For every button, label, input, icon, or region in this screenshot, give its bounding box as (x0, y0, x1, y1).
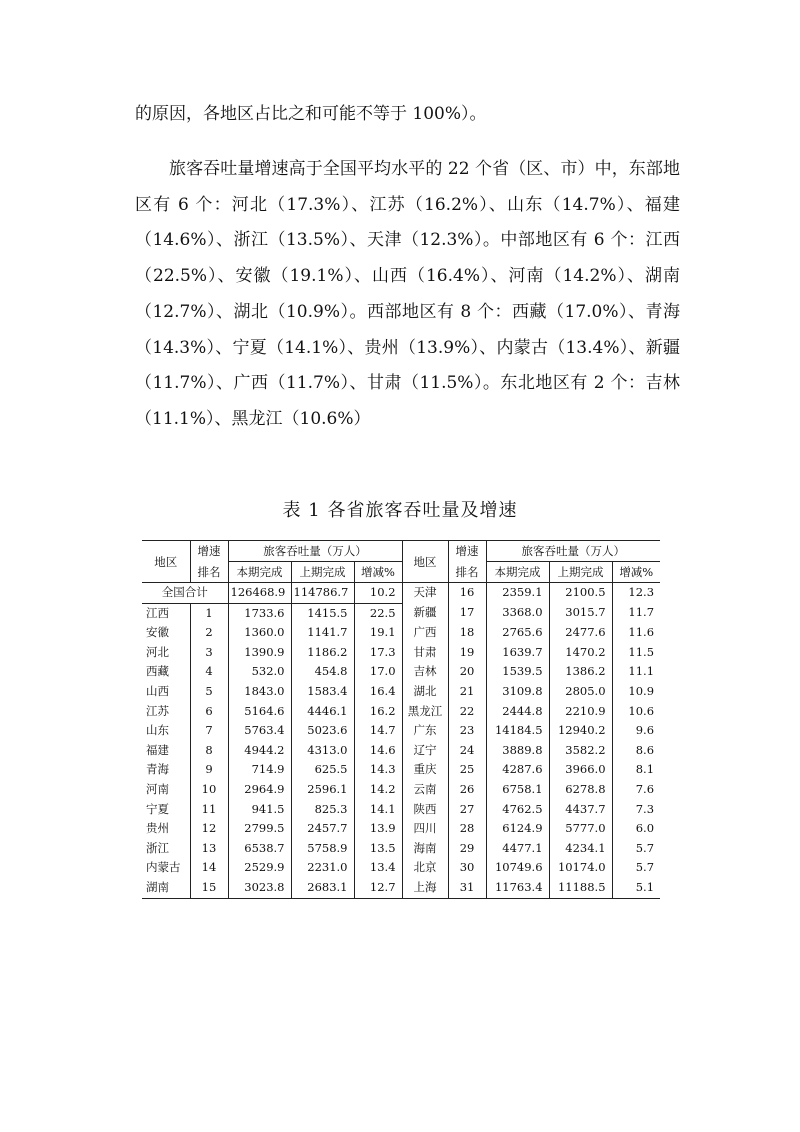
rank-cell: 16 (448, 583, 486, 604)
current-cell: 3889.8 (486, 741, 549, 761)
previous-cell: 1186.2 (291, 643, 354, 663)
growth-cell: 8.1 (612, 760, 660, 780)
table-row (142, 603, 660, 623)
current-cell: 6538.7 (228, 839, 291, 859)
rank-cell: 27 (448, 800, 486, 820)
growth-cell: 11.7 (612, 603, 660, 623)
current-cell: 10749.6 (486, 858, 549, 878)
previous-cell: 12940.2 (549, 721, 612, 741)
previous-cell: 2231.0 (291, 858, 354, 878)
growth-cell: 7.6 (612, 780, 660, 800)
table-row (142, 780, 660, 800)
rank-cell: 25 (448, 760, 486, 780)
region-cell: 黑龙江 (402, 702, 448, 722)
current-cell: 714.9 (228, 760, 291, 780)
table-row (142, 721, 660, 741)
rank-cell: 30 (448, 858, 486, 878)
current-cell: 5763.4 (228, 721, 291, 741)
growth-cell: 13.5 (354, 839, 402, 859)
region-cell: 云南 (402, 780, 448, 800)
region-cell: 陕西 (402, 800, 448, 820)
table-row (142, 662, 660, 682)
table-row (142, 583, 660, 604)
growth-cell: 11.5 (612, 643, 660, 663)
growth-cell: 7.3 (612, 800, 660, 820)
region-cell: 江苏 (146, 703, 169, 718)
growth-cell: 17.0 (354, 662, 402, 682)
rank-cell: 20 (448, 662, 486, 682)
region-cell: 贵州 (146, 821, 169, 836)
previous-cell: 4437.7 (549, 800, 612, 820)
growth-cell: 14.6 (354, 741, 402, 761)
table-row (142, 800, 660, 820)
growth-cell: 19.1 (354, 623, 402, 643)
header-current-right: 本期完成 (486, 562, 549, 583)
paragraph-continued: 的原因，各地区占比之和可能不等于 100%）。 (135, 104, 487, 124)
rank-cell: 5 (190, 682, 228, 702)
current-cell: 4944.2 (228, 741, 291, 761)
paragraph-growth-summary: 旅客吞吐量增速高于全国平均水平的 22 个省（区、市）中，东部地区有 6 个：河北（17.3%）、江苏（16.2%）、山东（14.7%）、福建（14.6%）、浙江（13.5%）、天津（12.3%）。中部地区有 6 个：江西（22.5%）、安徽（19.1%）、山西（16.4%）、河南（14.2%）、湖南（12.7%）、湖北（10.9%）。西部地区有 8 个：西藏（17.0%）、青海（14.3%）、宁夏（14.1%）、贵州（13.9%）、内蒙古（13.4%）、新疆（11.7%）、广西（11.7%）、甘肃（11.5%）。东北地区有 2 个：吉林（11.1%）、黑龙江（10.6%） (135, 159, 680, 429)
previous-cell: 2457.7 (291, 819, 354, 839)
growth-cell: 5.1 (612, 878, 660, 898)
current-cell: 941.5 (228, 800, 291, 820)
header-rank-line2-right: 排名 (448, 562, 486, 583)
table-row (142, 858, 660, 878)
table-row (142, 819, 660, 839)
rank-cell: 10 (190, 780, 228, 800)
current-cell: 2765.6 (486, 623, 549, 643)
rank-cell: 31 (448, 878, 486, 898)
current-cell: 5164.6 (228, 702, 291, 722)
rank-cell: 4 (190, 662, 228, 682)
rank-cell: 6 (190, 702, 228, 722)
previous-cell: 2805.0 (549, 682, 612, 702)
growth-cell: 14.2 (354, 780, 402, 800)
previous-cell: 4234.1 (549, 839, 612, 859)
rank-cell: 11 (190, 800, 228, 820)
growth-cell: 17.3 (354, 643, 402, 663)
previous-cell: 1470.2 (549, 643, 612, 663)
header-volume-right: 旅客吞吐量（万人） (486, 541, 660, 562)
region-cell: 北京 (402, 858, 448, 878)
previous-cell: 4313.0 (291, 741, 354, 761)
growth-cell: 10.9 (612, 682, 660, 702)
total-region-cell: 全国合计 (142, 583, 228, 604)
table-row (142, 643, 660, 663)
current-cell: 532.0 (228, 662, 291, 682)
rank-cell: 22 (448, 702, 486, 722)
growth-cell: 8.6 (612, 741, 660, 761)
growth-cell: 13.4 (354, 858, 402, 878)
header-rank-line2: 排名 (190, 562, 228, 583)
region-cell: 江西 (146, 605, 169, 620)
region-cell: 青海 (146, 762, 169, 777)
previous-cell: 3966.0 (549, 760, 612, 780)
region-cell: 甘肃 (402, 643, 448, 663)
region-cell: 广东 (402, 721, 448, 741)
table-caption: 表 1 各省旅客吞吐量及增速 (282, 500, 518, 521)
rank-cell: 9 (190, 760, 228, 780)
growth-cell: 14.3 (354, 760, 402, 780)
previous-cell: 5758.9 (291, 839, 354, 859)
current-cell: 4762.5 (486, 800, 549, 820)
rank-cell: 28 (448, 819, 486, 839)
total-growth-cell: 10.2 (354, 583, 402, 604)
header-rank-line1-right: 增速 (448, 541, 486, 562)
region-cell: 新疆 (402, 603, 448, 623)
header-current: 本期完成 (228, 562, 291, 583)
current-cell: 1733.6 (228, 603, 291, 623)
current-cell: 3109.8 (486, 682, 549, 702)
region-cell: 辽宁 (402, 741, 448, 761)
region-cell: 宁夏 (146, 801, 169, 816)
header-rank-line1: 增速 (190, 541, 228, 562)
growth-cell: 9.6 (612, 721, 660, 741)
rank-cell: 17 (448, 603, 486, 623)
header-previous-right: 上期完成 (549, 562, 612, 583)
rank-cell: 3 (190, 643, 228, 663)
region-cell: 上海 (402, 878, 448, 898)
header-region: 地区 (142, 541, 190, 583)
region-cell: 四川 (402, 819, 448, 839)
previous-cell: 454.8 (291, 662, 354, 682)
current-cell: 2359.1 (486, 583, 549, 604)
growth-cell: 12.7 (354, 878, 402, 898)
previous-cell: 6278.8 (549, 780, 612, 800)
growth-cell: 6.0 (612, 819, 660, 839)
passenger-throughput-table (142, 540, 660, 899)
current-cell: 1360.0 (228, 623, 291, 643)
table-row (142, 682, 660, 702)
region-cell: 安徽 (146, 625, 169, 640)
current-cell: 1843.0 (228, 682, 291, 702)
header-previous: 上期完成 (291, 562, 354, 583)
previous-cell: 1415.5 (291, 603, 354, 623)
rank-cell: 13 (190, 839, 228, 859)
previous-cell: 625.5 (291, 760, 354, 780)
previous-cell: 3582.2 (549, 741, 612, 761)
growth-cell: 14.7 (354, 721, 402, 741)
current-cell: 6758.1 (486, 780, 549, 800)
growth-cell: 12.3 (612, 583, 660, 604)
current-cell: 11763.4 (486, 878, 549, 898)
rank-cell: 24 (448, 741, 486, 761)
rank-cell: 26 (448, 780, 486, 800)
current-cell: 4287.6 (486, 760, 549, 780)
growth-cell: 13.9 (354, 819, 402, 839)
current-cell: 2799.5 (228, 819, 291, 839)
header-growth: 增减% (354, 562, 402, 583)
rank-cell: 29 (448, 839, 486, 859)
region-cell: 河南 (146, 781, 169, 796)
growth-cell: 10.6 (612, 702, 660, 722)
previous-cell: 5023.6 (291, 721, 354, 741)
previous-cell: 2683.1 (291, 878, 354, 898)
region-cell: 山东 (146, 723, 169, 738)
header-volume: 旅客吞吐量（万人） (228, 541, 402, 562)
current-cell: 1639.7 (486, 643, 549, 663)
total-previous-cell: 114786.7 (291, 583, 354, 604)
previous-cell: 11188.5 (549, 878, 612, 898)
rank-cell: 14 (190, 858, 228, 878)
current-cell: 3368.0 (486, 603, 549, 623)
rank-cell: 19 (448, 643, 486, 663)
current-cell: 2964.9 (228, 780, 291, 800)
previous-cell: 2596.1 (291, 780, 354, 800)
current-cell: 6124.9 (486, 819, 549, 839)
total-current-cell: 126468.9 (228, 583, 291, 604)
growth-cell: 5.7 (612, 839, 660, 859)
current-cell: 2444.8 (486, 702, 549, 722)
previous-cell: 825.3 (291, 800, 354, 820)
rank-cell: 2 (190, 623, 228, 643)
region-cell: 吉林 (402, 662, 448, 682)
region-cell: 西藏 (146, 664, 169, 679)
current-cell: 14184.5 (486, 721, 549, 741)
rank-cell: 18 (448, 623, 486, 643)
growth-cell: 14.1 (354, 800, 402, 820)
region-cell: 海南 (402, 839, 448, 859)
region-cell: 河北 (146, 644, 169, 659)
previous-cell: 2100.5 (549, 583, 612, 604)
table-row (142, 878, 660, 898)
region-cell: 天津 (402, 583, 448, 604)
growth-cell: 22.5 (354, 603, 402, 623)
table-row (142, 702, 660, 722)
header-region-right: 地区 (402, 541, 448, 583)
current-cell: 1539.5 (486, 662, 549, 682)
growth-cell: 11.6 (612, 623, 660, 643)
region-cell: 浙江 (146, 840, 169, 855)
growth-cell: 16.4 (354, 682, 402, 702)
previous-cell: 5777.0 (549, 819, 612, 839)
rank-cell: 23 (448, 721, 486, 741)
rank-cell: 15 (190, 878, 228, 898)
table-row (142, 741, 660, 761)
current-cell: 3023.8 (228, 878, 291, 898)
rank-cell: 12 (190, 819, 228, 839)
current-cell: 4477.1 (486, 839, 549, 859)
previous-cell: 1386.2 (549, 662, 612, 682)
growth-cell: 16.2 (354, 702, 402, 722)
table-row (142, 760, 660, 780)
table-row (142, 623, 660, 643)
region-cell: 重庆 (402, 760, 448, 780)
table-row (142, 839, 660, 859)
region-cell: 福建 (146, 742, 169, 757)
previous-cell: 10174.0 (549, 858, 612, 878)
region-cell: 湖南 (142, 878, 190, 898)
previous-cell: 4446.1 (291, 702, 354, 722)
region-cell: 山西 (146, 683, 169, 698)
growth-cell: 5.7 (612, 858, 660, 878)
region-cell: 内蒙古 (146, 860, 181, 875)
rank-cell: 1 (190, 603, 228, 623)
rank-cell: 21 (448, 682, 486, 702)
previous-cell: 1583.4 (291, 682, 354, 702)
header-growth-right: 增减% (612, 562, 660, 583)
previous-cell: 3015.7 (549, 603, 612, 623)
rank-cell: 8 (190, 741, 228, 761)
current-cell: 1390.9 (228, 643, 291, 663)
current-cell: 2529.9 (228, 858, 291, 878)
region-cell: 湖北 (402, 682, 448, 702)
growth-cell: 11.1 (612, 662, 660, 682)
previous-cell: 2477.6 (549, 623, 612, 643)
region-cell: 广西 (402, 623, 448, 643)
previous-cell: 2210.9 (549, 702, 612, 722)
rank-cell: 7 (190, 721, 228, 741)
previous-cell: 1141.7 (291, 623, 354, 643)
